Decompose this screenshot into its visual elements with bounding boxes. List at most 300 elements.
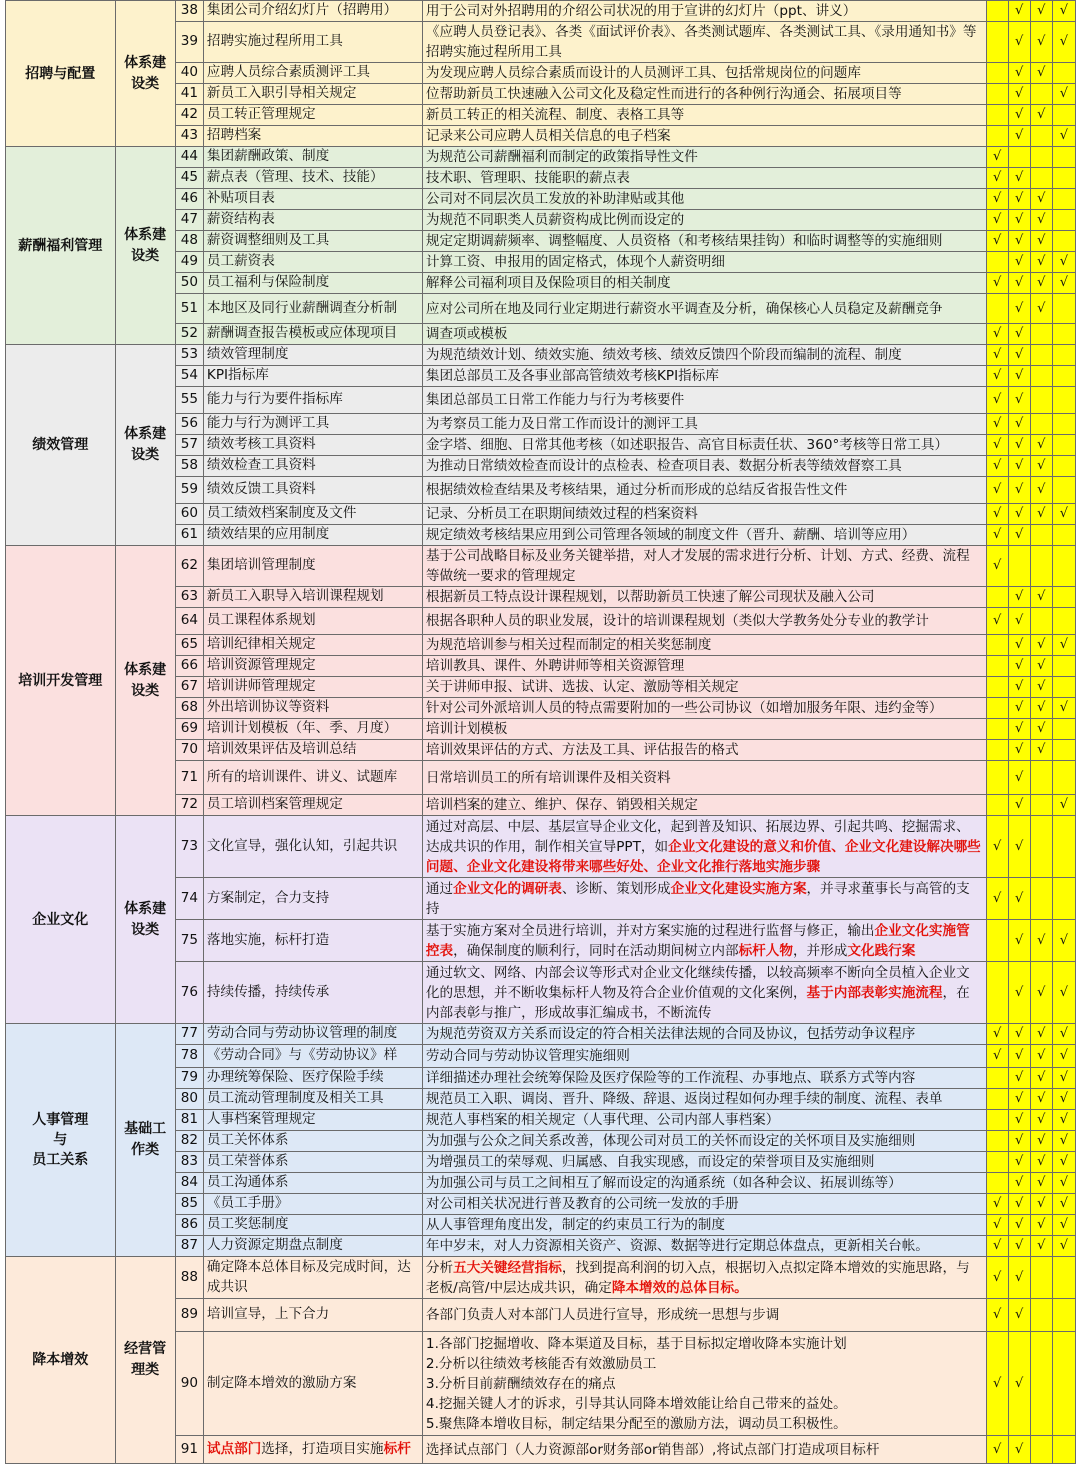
check-mark: √	[1015, 1269, 1024, 1285]
check-cell	[1008, 414, 1030, 435]
check-cell	[1052, 608, 1075, 635]
row-number: 39	[180, 33, 198, 50]
item-name: 员工福利与保险制度	[206, 274, 330, 291]
subcategory-cell	[115, 546, 175, 816]
check-mark: √	[992, 368, 1002, 384]
item-name: 能力与行为测评工具	[206, 415, 330, 432]
description-cell	[422, 816, 986, 878]
check-mark: √	[992, 437, 1002, 453]
row-number-cell	[175, 435, 203, 456]
row-number-cell	[175, 414, 203, 435]
item-name-part: 选择，打造项目实施	[261, 1440, 384, 1457]
row-number-cell	[175, 1045, 203, 1068]
item-cell	[203, 525, 422, 546]
check-mark: √	[1059, 984, 1069, 1000]
check-cell	[1008, 147, 1030, 168]
check-mark: √	[1015, 769, 1024, 785]
check-cell	[1030, 477, 1052, 504]
check-cell	[1030, 366, 1052, 387]
check-mark: √	[1037, 212, 1046, 228]
check-mark: √	[992, 1048, 1002, 1064]
check-mark: √	[1015, 1175, 1024, 1191]
category-label: 绩效管理	[32, 437, 89, 453]
item-name: 招聘档案	[206, 127, 262, 144]
description-cell	[422, 324, 986, 345]
description-cell	[422, 719, 986, 740]
item-name: 集团薪酬政策、制度	[206, 148, 330, 165]
check-cell	[1008, 608, 1030, 635]
check-mark: √	[992, 191, 1002, 207]
check-cell	[986, 1215, 1008, 1236]
row-number: 52	[180, 325, 198, 342]
check-cell	[1008, 816, 1030, 878]
check-cell	[1052, 1089, 1075, 1110]
item-name: KPI指标库	[206, 367, 269, 384]
check-mark: √	[1037, 721, 1046, 737]
description-cell	[422, 126, 986, 147]
row-number-cell	[175, 63, 203, 84]
row-number: 64	[180, 612, 198, 629]
category-cell	[6, 1024, 116, 1257]
check-cell	[1008, 189, 1030, 210]
check-cell	[1030, 387, 1052, 414]
check-cell	[1052, 1194, 1075, 1215]
row-number: 73	[180, 837, 198, 854]
check-cell	[986, 1299, 1008, 1332]
check-cell	[986, 414, 1008, 435]
description-cell	[422, 273, 986, 294]
item-cell	[203, 294, 422, 324]
check-cell	[1030, 231, 1052, 252]
check-cell	[1030, 504, 1052, 525]
check-mark: √	[992, 613, 1002, 629]
item-name: 能力与行为要件指标库	[206, 391, 343, 408]
check-cell	[1030, 63, 1052, 84]
check-cell	[1008, 525, 1030, 546]
row-number-cell	[175, 1236, 203, 1257]
check-mark: √	[1015, 1070, 1024, 1086]
check-cell	[986, 1236, 1008, 1257]
check-cell	[1008, 698, 1030, 719]
check-mark: √	[1015, 326, 1024, 342]
check-mark: √	[1037, 1196, 1046, 1212]
check-cell	[986, 105, 1008, 126]
item-name: 员工奖惩制度	[206, 1216, 289, 1233]
item-cell	[203, 1110, 422, 1131]
subcategory-label: 体系建 设类	[124, 226, 167, 264]
item-cell	[203, 1045, 422, 1068]
item-name: 绩效结果的应用制度	[206, 526, 330, 543]
check-mark: √	[1015, 721, 1024, 737]
item-cell	[203, 1236, 422, 1257]
row-number-cell	[175, 1257, 203, 1299]
description-cell	[422, 1089, 986, 1110]
row-number: 83	[180, 1153, 198, 1170]
check-cell	[1008, 1089, 1030, 1110]
item-name: 人事档案管理规定	[206, 1111, 316, 1128]
description-cell	[422, 1045, 986, 1068]
description-cell	[422, 435, 986, 456]
hr-system-table	[5, 0, 1076, 1464]
item-name: 绩效检查工具资料	[206, 457, 316, 474]
check-mark: √	[1037, 637, 1046, 653]
check-cell	[1052, 1215, 1075, 1236]
item-cell	[203, 920, 422, 962]
item-name: 《员工手册》	[206, 1195, 289, 1212]
check-cell	[1008, 656, 1030, 677]
check-cell	[986, 761, 1008, 795]
check-cell	[1030, 719, 1052, 740]
item-name: 培训宣导，上下合力	[206, 1306, 330, 1323]
check-cell	[1052, 878, 1075, 920]
description-text: 选择试点部门（人力资源部or财务部or销售部）,将试点部门打造成项目标杆	[425, 1441, 880, 1458]
check-cell	[1052, 1, 1075, 22]
description-text: 计算工资、申报用的固定格式，体现个人薪资明细	[425, 254, 725, 270]
table-row	[6, 147, 1076, 168]
description-text: 为发现应聘人员综合素质而设计的人员测评工具、包括常规岗位的问题库	[425, 65, 861, 81]
check-mark: √	[1059, 1026, 1069, 1042]
category-label: 人事管理 与 员工关系	[32, 1112, 89, 1168]
check-cell	[1008, 435, 1030, 456]
description-cell	[422, 1024, 986, 1045]
item-cell	[203, 761, 422, 795]
check-cell	[1008, 795, 1030, 816]
row-number-cell	[175, 795, 203, 816]
description-line: 1.各部门挖掘增收、降本渠道及目标，基于目标拟定增收降本实施计划	[425, 1335, 847, 1352]
check-cell	[1030, 1257, 1052, 1299]
row-number-cell	[175, 677, 203, 698]
check-mark: √	[1015, 3, 1024, 19]
check-mark: √	[1015, 1217, 1024, 1233]
check-mark: √	[1037, 984, 1046, 1000]
check-cell	[1052, 698, 1075, 719]
check-cell	[1052, 587, 1075, 608]
check-cell	[1030, 345, 1052, 366]
check-cell	[986, 1257, 1008, 1299]
item-cell	[203, 698, 422, 719]
description-text: 根据绩效检查结果及考核结果，通过分析而形成的总结反省报告性文件	[425, 482, 848, 498]
check-cell	[1030, 294, 1052, 324]
check-mark: √	[1015, 890, 1024, 906]
subcategory-label: 基础工 作类	[124, 1121, 167, 1158]
check-mark: √	[992, 233, 1002, 249]
item-cell	[203, 795, 422, 816]
category-label: 薪酬福利管理	[18, 237, 103, 254]
check-mark: √	[1059, 797, 1069, 813]
check-cell	[1052, 546, 1075, 587]
check-cell	[1008, 1110, 1030, 1131]
description-text: 记录来公司应聘人员相关信息的电子档案	[425, 128, 671, 144]
row-number-cell	[175, 587, 203, 608]
check-cell	[1052, 22, 1075, 63]
item-cell	[203, 456, 422, 477]
check-cell	[986, 719, 1008, 740]
row-number: 54	[180, 367, 198, 384]
check-mark: √	[1059, 1048, 1069, 1064]
description-text: 通过软文、网络、内部会议等形式对企业文化继续传播，以较高频率不断向全员植入企业文化的思想，并不断收集标杆人物及符合企业价值观的文化案例，	[425, 964, 970, 1001]
description-cell	[422, 504, 986, 525]
check-cell	[1052, 189, 1075, 210]
description-text: ，并寻求董事长与高管的支持	[425, 880, 970, 917]
item-cell	[203, 656, 422, 677]
check-mark: √	[992, 1307, 1002, 1323]
row-number: 47	[180, 211, 198, 228]
row-number-cell	[175, 231, 203, 252]
check-cell	[986, 294, 1008, 324]
check-mark: √	[1037, 191, 1046, 207]
check-cell	[1008, 761, 1030, 795]
table-row	[6, 1024, 1076, 1045]
item-name: 薪资结构表	[206, 211, 275, 228]
item-name: 落地实施，标杆打造	[206, 931, 330, 948]
check-cell	[1008, 366, 1030, 387]
check-cell	[1030, 656, 1052, 677]
item-cell	[203, 1068, 422, 1089]
item-name: 员工荣誉体系	[206, 1153, 289, 1170]
check-mark: √	[992, 1238, 1002, 1254]
description-text: 各部门负责人对本部门人员进行宣导，形成统一思想与步调	[425, 1307, 780, 1323]
description-text: 用于公司对外招聘用的介绍公司状况的用于宣讲的幻灯片（ppt、讲义）	[425, 3, 857, 19]
check-mark: √	[1037, 1048, 1046, 1064]
check-mark: √	[992, 149, 1002, 165]
check-cell	[1008, 168, 1030, 189]
item-cell	[203, 414, 422, 435]
check-mark: √	[1059, 1217, 1069, 1233]
subcategory-cell	[115, 345, 175, 546]
row-number: 81	[180, 1111, 198, 1128]
check-cell	[1052, 168, 1075, 189]
subcategory-label: 体系建 设类	[124, 426, 167, 463]
row-number: 67	[180, 678, 198, 695]
check-cell	[1008, 1215, 1030, 1236]
description-text: 降本增效的总体目标。	[611, 1279, 748, 1296]
row-number-cell	[175, 761, 203, 795]
check-cell	[1052, 63, 1075, 84]
category-cell	[6, 546, 116, 816]
check-cell	[1030, 273, 1052, 294]
check-cell	[986, 504, 1008, 525]
check-cell	[986, 387, 1008, 414]
check-cell	[1030, 816, 1052, 878]
row-number-cell	[175, 504, 203, 525]
check-mark: √	[1015, 1441, 1024, 1457]
description-text: 关于讲师申报、试讲、选拔、认定、激励等相关规定	[425, 679, 739, 695]
row-number: 56	[180, 415, 198, 432]
check-mark: √	[992, 458, 1002, 474]
check-cell	[1052, 1068, 1075, 1089]
check-mark: √	[1037, 1154, 1046, 1170]
item-cell	[203, 324, 422, 345]
check-mark: √	[992, 416, 1002, 432]
check-cell	[986, 525, 1008, 546]
check-cell	[986, 1, 1008, 22]
check-cell	[1030, 189, 1052, 210]
item-name: 文化宣导，强化认知，引起共识	[206, 837, 398, 854]
check-cell	[1052, 252, 1075, 273]
row-number-cell	[175, 962, 203, 1024]
item-cell	[203, 210, 422, 231]
item-name: 新员工入职引导相关规定	[206, 85, 357, 102]
check-cell	[1008, 719, 1030, 740]
check-cell	[1008, 1173, 1030, 1194]
check-cell	[1008, 587, 1030, 608]
check-cell	[1008, 1236, 1030, 1257]
row-number-cell	[175, 878, 203, 920]
check-cell	[1008, 504, 1030, 525]
check-mark: √	[1015, 65, 1024, 81]
check-mark: √	[1015, 86, 1024, 102]
check-mark: √	[1059, 932, 1069, 948]
item-cell	[203, 1, 422, 22]
category-label: 企业文化	[32, 911, 89, 928]
check-cell	[1030, 677, 1052, 698]
check-mark: √	[1015, 1091, 1024, 1107]
check-cell	[986, 231, 1008, 252]
check-cell	[1030, 210, 1052, 231]
check-mark: √	[1037, 437, 1046, 453]
row-number-cell	[175, 1, 203, 22]
check-mark: √	[1015, 1307, 1024, 1323]
item-name: 人力资源定期盘点制度	[206, 1237, 343, 1254]
check-cell	[1008, 324, 1030, 345]
description-text: 培训效果评估的方式、方法及工具、评估报告的格式	[425, 742, 739, 758]
row-number: 60	[180, 505, 198, 522]
row-number-cell	[175, 608, 203, 635]
description-text: 记录、分析员工在职期间绩效过程的档案资料	[425, 506, 698, 522]
row-number: 76	[180, 983, 198, 1000]
row-number: 48	[180, 232, 198, 249]
description-cell	[422, 635, 986, 656]
item-cell	[203, 1024, 422, 1045]
description-text: ，并形成	[792, 942, 848, 959]
check-cell	[986, 878, 1008, 920]
row-number: 88	[180, 1268, 198, 1285]
check-mark: √	[1037, 506, 1046, 522]
item-name: 绩效反馈工具资料	[206, 481, 316, 498]
row-number: 40	[180, 64, 198, 81]
check-cell	[986, 1110, 1008, 1131]
description-text: 新员工转正的相关流程、制度、表格工具等	[425, 107, 685, 123]
check-mark: √	[1059, 1091, 1069, 1107]
check-cell	[1052, 761, 1075, 795]
check-cell	[1008, 84, 1030, 105]
check-cell	[1052, 210, 1075, 231]
check-cell	[1030, 587, 1052, 608]
row-number: 46	[180, 190, 198, 207]
check-cell	[986, 1152, 1008, 1173]
item-cell	[203, 387, 422, 414]
item-name-part: 标杆	[383, 1440, 411, 1457]
item-cell	[203, 273, 422, 294]
check-cell	[1030, 761, 1052, 795]
item-cell	[203, 816, 422, 878]
item-name: 员工转正管理规定	[206, 106, 316, 123]
item-cell	[203, 105, 422, 126]
description-line: 4.挖掘关键人才的诉求，引导其认同降本增效能让给自己带来的益处。	[425, 1395, 847, 1412]
description-line: 5.聚焦降本增收目标，制定结果分配至的激励方法，调动员工积极性。	[425, 1415, 847, 1432]
check-mark: √	[1037, 742, 1046, 758]
item-name: 招聘实施过程所用工具	[206, 33, 343, 50]
row-number: 91	[180, 1440, 198, 1457]
check-mark: √	[1015, 1154, 1024, 1170]
check-cell	[1030, 1173, 1052, 1194]
description-text: 金字塔、细胞、日常其他考核（如述职报告、高官目标责任状、360°考核等日常工具）	[425, 437, 949, 453]
check-mark: √	[1059, 1238, 1069, 1254]
check-mark: √	[1015, 275, 1024, 291]
check-mark: √	[1037, 1217, 1046, 1233]
table-row	[6, 816, 1076, 878]
check-cell	[1052, 677, 1075, 698]
description-cell	[422, 189, 986, 210]
row-number: 49	[180, 253, 198, 270]
row-number: 55	[180, 391, 198, 408]
item-cell	[203, 1215, 422, 1236]
check-cell	[1008, 740, 1030, 761]
check-cell	[986, 189, 1008, 210]
check-cell	[1052, 1257, 1075, 1299]
check-mark: √	[1059, 1154, 1069, 1170]
row-number-cell	[175, 719, 203, 740]
row-number-cell	[175, 1215, 203, 1236]
item-cell	[203, 231, 422, 252]
row-number: 63	[180, 588, 198, 605]
description-line: 2.分析以往绩效考核能否有效激励员工	[425, 1355, 657, 1372]
check-cell	[1030, 962, 1052, 1024]
check-cell	[1052, 525, 1075, 546]
check-mark: √	[1015, 589, 1024, 605]
item-cell	[203, 878, 422, 920]
item-cell	[203, 740, 422, 761]
check-mark: √	[1037, 3, 1046, 19]
check-cell	[986, 456, 1008, 477]
check-cell	[1008, 1068, 1030, 1089]
row-number-cell	[175, 273, 203, 294]
check-cell	[986, 126, 1008, 147]
check-cell	[986, 698, 1008, 719]
item-name: 员工绩效档案制度及文件	[206, 505, 357, 522]
row-number: 79	[180, 1069, 198, 1086]
check-mark: √	[1037, 275, 1046, 291]
row-number: 45	[180, 169, 198, 186]
check-cell	[1052, 504, 1075, 525]
row-number-cell	[175, 84, 203, 105]
check-cell	[1008, 962, 1030, 1024]
check-mark: √	[1059, 128, 1069, 144]
check-mark: √	[1037, 1133, 1046, 1149]
description-text: 从人事管理角度出发，制定的约束员工行为的制度	[425, 1217, 725, 1233]
check-cell	[1030, 635, 1052, 656]
description-text: 针对公司外派培训人员的特点需要附加的一些公司协议（如增加服务年限、违约金等）	[425, 700, 943, 716]
item-cell	[203, 252, 422, 273]
check-mark: √	[1015, 1026, 1024, 1042]
description-cell	[422, 587, 986, 608]
item-cell	[203, 1257, 422, 1299]
row-number: 69	[180, 720, 198, 737]
check-cell	[1052, 1024, 1075, 1045]
description-text: 技术职、管理职、技能职的薪点表	[425, 170, 630, 186]
row-number: 86	[180, 1216, 198, 1233]
table-row	[6, 345, 1076, 366]
row-number-cell	[175, 1131, 203, 1152]
description-text: 分析	[425, 1259, 454, 1276]
check-cell	[1052, 920, 1075, 962]
row-number-cell	[175, 546, 203, 587]
check-cell	[1052, 273, 1075, 294]
check-cell	[1008, 273, 1030, 294]
check-cell	[986, 677, 1008, 698]
description-text: 劳动合同与劳动协议管理实施细则	[425, 1048, 630, 1064]
check-cell	[1030, 126, 1052, 147]
